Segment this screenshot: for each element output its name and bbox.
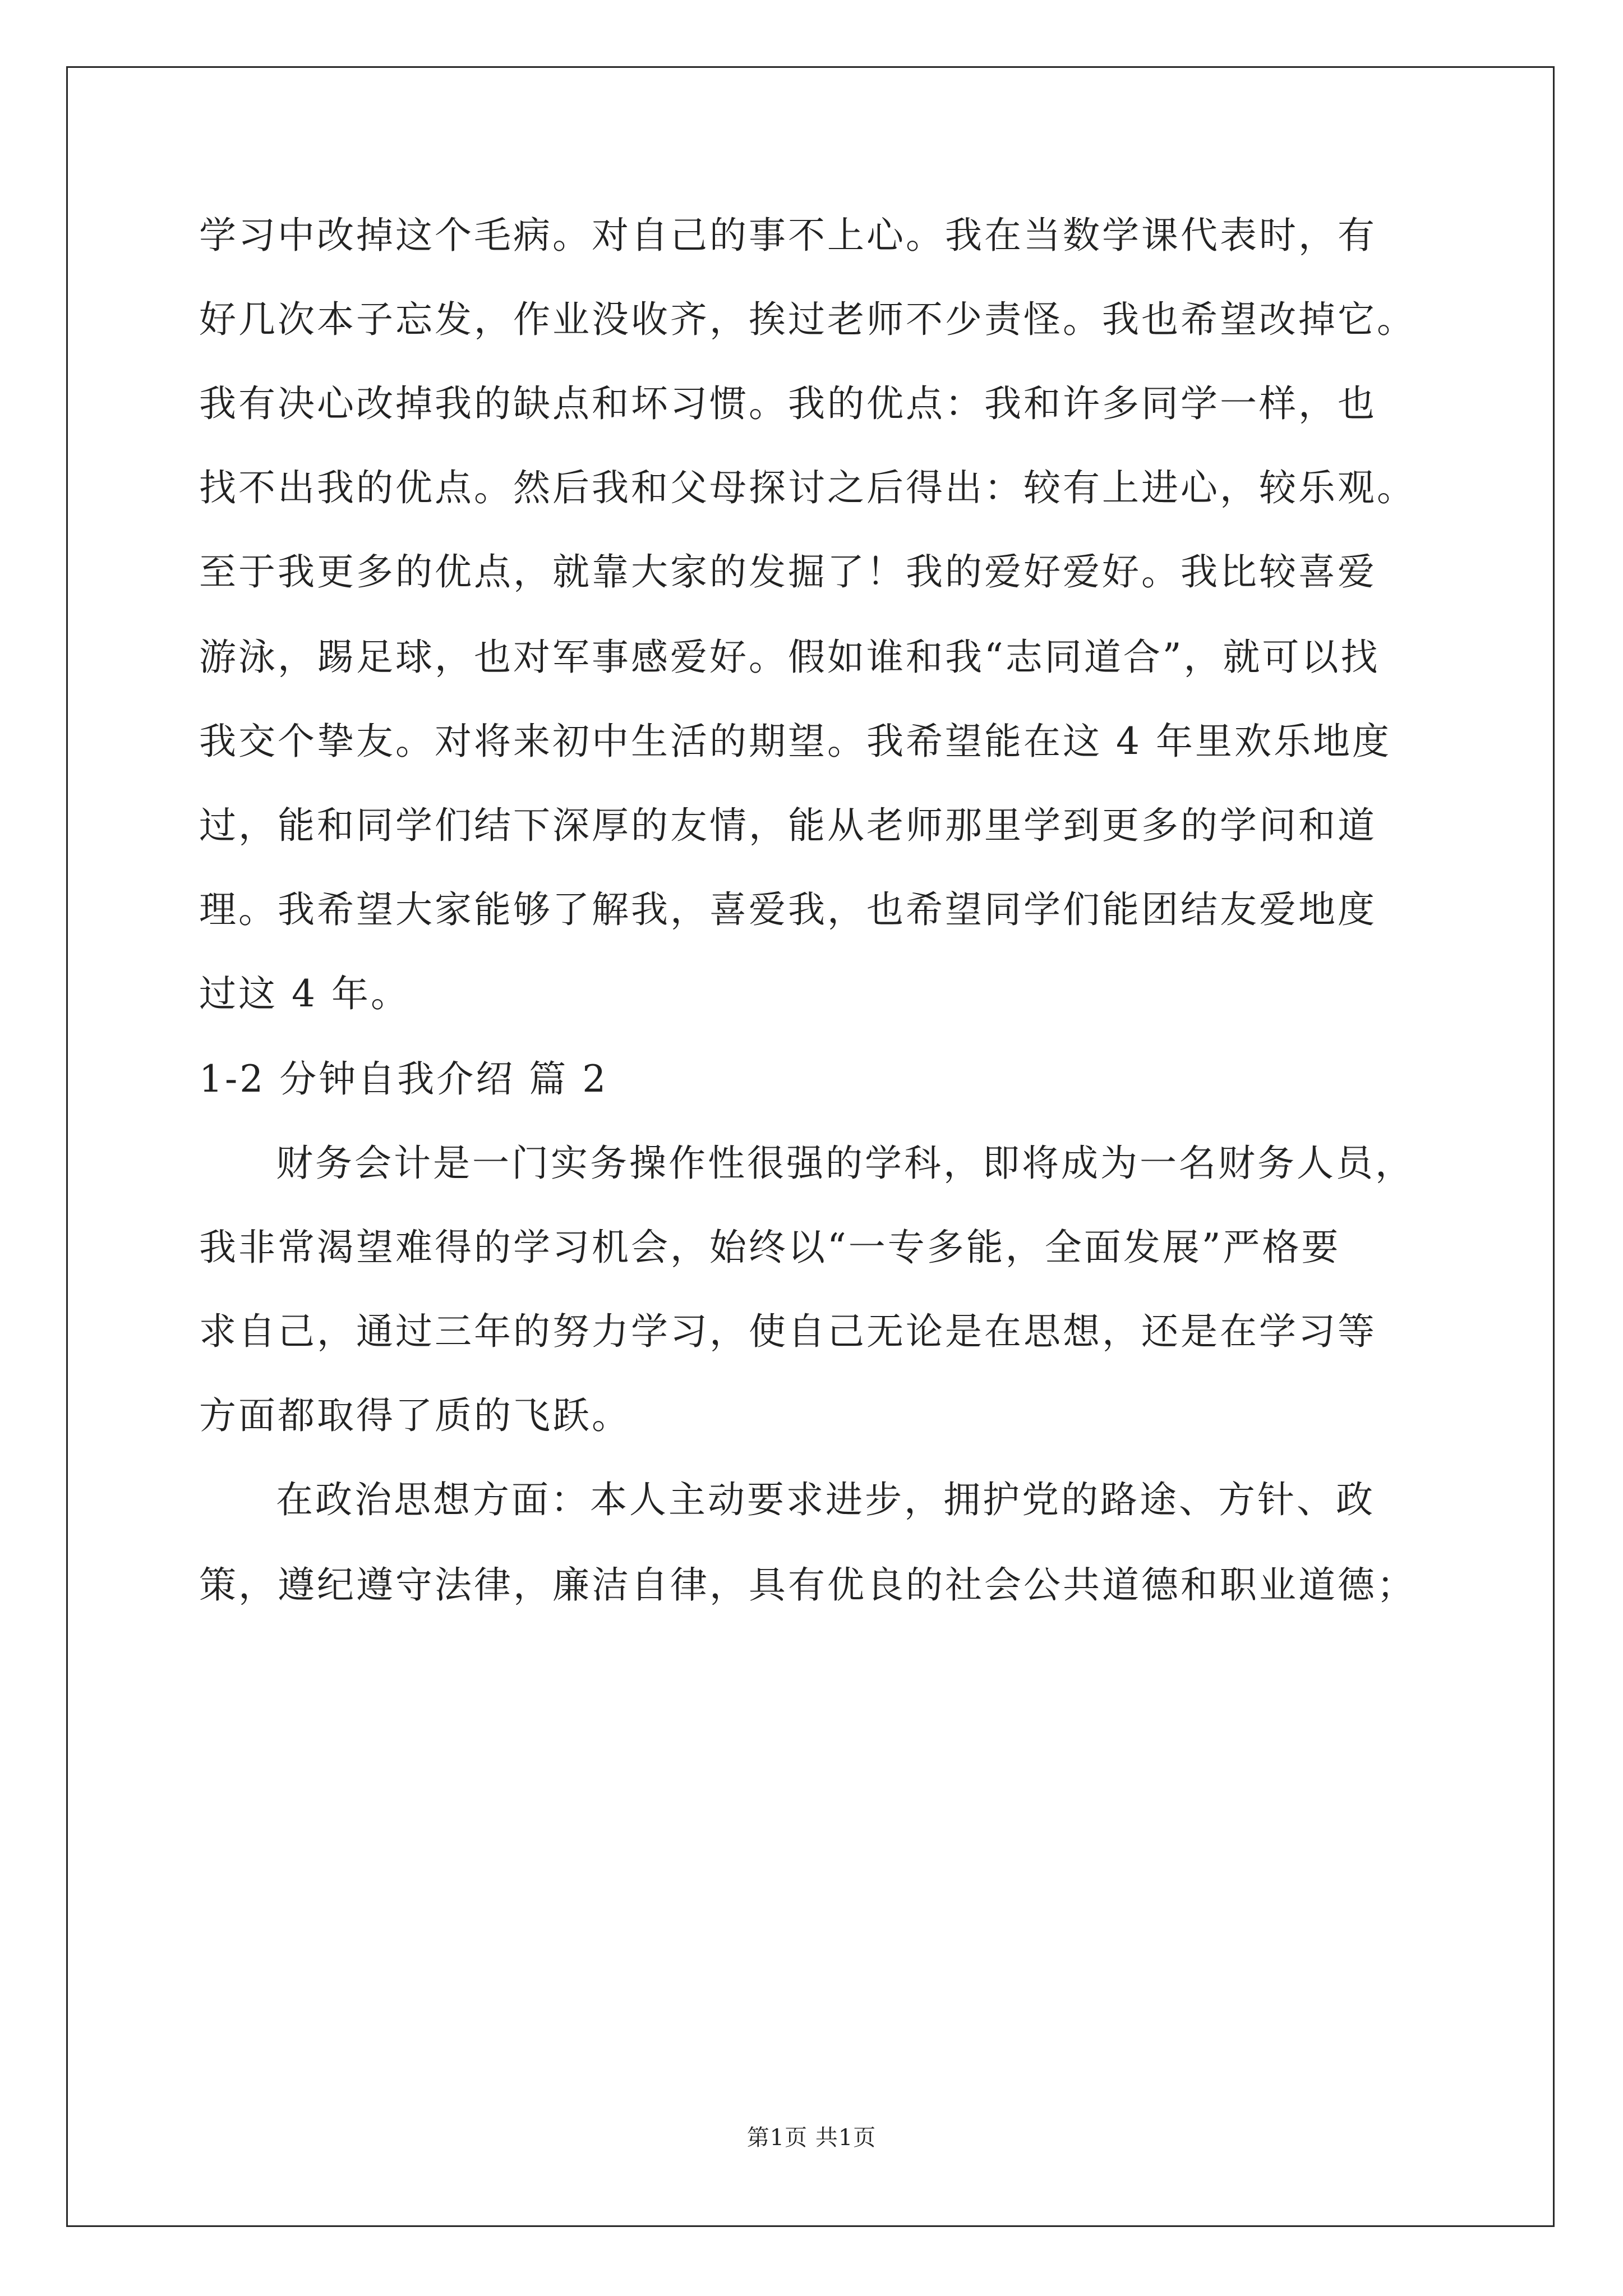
text-line: 学习中改掉这个毛病。对自己的事不上心。我在当数学课代表时，有 <box>199 214 1377 257</box>
page-number-footer: 第1页 共1页 <box>746 2125 877 2151</box>
text-line: 游泳，踢足球，也对军事感爱好。假如谁和我“志同道合”，就可以找 <box>199 636 1380 679</box>
text-line: 至于我更多的优点，就靠大家的发掘了！我的爱好爱好。我比较喜爱 <box>199 550 1377 593</box>
paragraph-line: 我非常渴望难得的学习机会，始终以“一专多能，全面发展”严格要 <box>199 1226 1341 1269</box>
paragraph-line: 在政治思想方面：本人主动要求进步，拥护党的路途、方针、政 <box>276 1478 1375 1521</box>
text-line: 我有决心改掉我的缺点和坏习惯。我的优点：我和许多同学一样，也 <box>199 382 1377 425</box>
text-line: 找不出我的优点。然后我和父母探讨之后得出：较有上进心，较乐观。 <box>199 466 1416 509</box>
section-heading: 1-2 分钟自我介绍 篇 2 <box>199 1057 608 1101</box>
paragraph-line: 方面都取得了质的飞跃。 <box>199 1394 631 1437</box>
text-line: 过这 4 年。 <box>199 972 410 1015</box>
paragraph-line: 求自己，通过三年的努力学习，使自己无论是在思想，还是在学习等 <box>199 1310 1377 1353</box>
paragraph-line: 策，遵纪遵守法律，廉洁自律，具有优良的社会公共道德和职业道德； <box>199 1563 1416 1607</box>
text-line: 我交个挚友。对将来初中生活的期望。我希望能在这 4 年里欢乐地度 <box>199 720 1391 763</box>
text-line: 好几次本子忘发，作业没收齐，挨过老师不少责怪。我也希望改掉它。 <box>199 298 1416 341</box>
text-line: 过，能和同学们结下深厚的友情，能从老师那里学到更多的学问和道 <box>199 804 1377 847</box>
paragraph-line: 财务会计是一门实务操作性很强的学科，即将成为一名财务人员， <box>276 1142 1414 1185</box>
text-line: 理。我希望大家能够了解我，喜爱我，也希望同学们能团结友爱地度 <box>199 888 1377 931</box>
